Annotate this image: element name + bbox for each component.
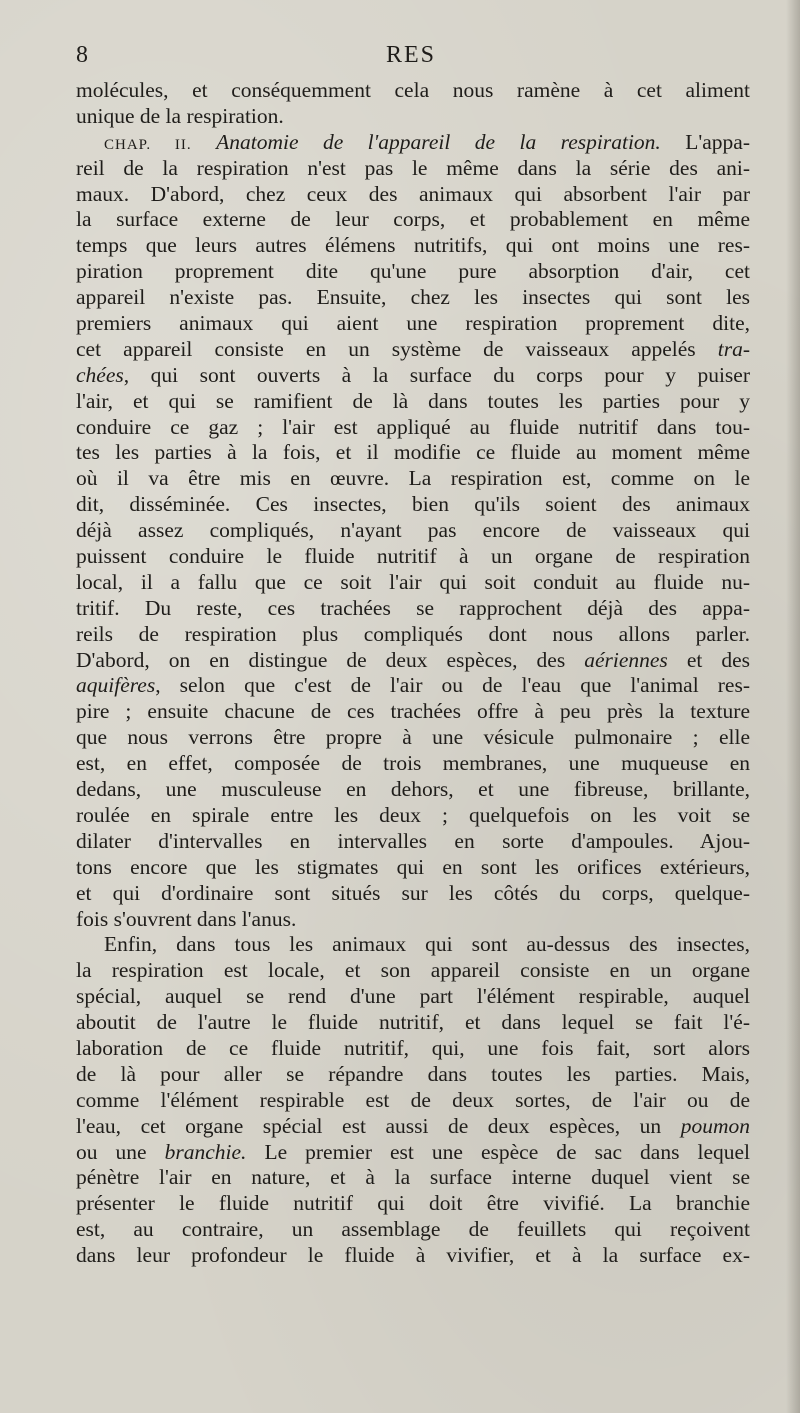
text-line: unique de la respiration. xyxy=(76,103,284,128)
text-line: de là pour aller se répandre dans toutes les parties. Mais, xyxy=(76,1061,750,1086)
text-line: local, il a fallu que ce soit l'air qui soit conduit au fluide nu- xyxy=(76,569,750,594)
text-line: appareil n'existe pas. Ensuite, chez les insectes qui sont les xyxy=(76,285,750,310)
page-number: 8 xyxy=(76,42,88,68)
text-line: roulée en spirale entre les deux ; quelquefois on les voit se xyxy=(76,802,750,827)
text-line: reil de la respiration n'est pas le même dans la série des ani- xyxy=(76,155,750,180)
chapter-title: Anatomie de l'appareil de la respiration. xyxy=(216,129,661,154)
text-line: ou une branchie. Le premier est une espèce de sac dans lequel xyxy=(76,1139,750,1164)
paragraph-start-line: Enfin, dans tous les animaux qui sont au-dessus des insectes, xyxy=(104,932,750,957)
text-line: dit, disséminée. Ces insectes, bien qu'ils soient des animaux xyxy=(76,492,750,517)
text-line: conduire ce gaz ; l'air est appliqué au fluide nutritif dans tou- xyxy=(76,414,750,439)
text-line: pire ; ensuite chacune de ces trachées offre à peu près la texture xyxy=(76,699,750,724)
text-line: premiers animaux qui aient une respiration proprement dite, xyxy=(76,311,750,336)
italic-term: aquifères xyxy=(76,673,156,698)
text-line: est, au contraire, un assemblage de feuillets qui reçoivent xyxy=(76,1217,750,1242)
text-line: l'eau, cet organe spécial est aussi de deux espèces, un poumon xyxy=(76,1113,750,1138)
page-edge-shadow xyxy=(786,0,800,1413)
text-line: reils de respiration plus compliqués dont nous allons parler. xyxy=(76,621,750,646)
text-line: laboration de ce fluide nutritif, qui, une fois fait, sort alors xyxy=(76,1035,750,1060)
text-line: puissent conduire le fluide nutritif à un organe de respiration xyxy=(76,544,750,569)
text-line: molécules, et conséquemment cela nous ramène à cet aliment xyxy=(76,78,750,102)
chapter-label: CHAP. II. xyxy=(104,136,192,153)
text-line: dans leur profondeur le fluide à vivifier, et à la surface ex- xyxy=(76,1243,750,1268)
text-line: la surface externe de leur corps, et probablement en même xyxy=(76,207,750,232)
text-line: présenter le fluide nutritif qui doit être vivifié. La branchie xyxy=(76,1191,750,1216)
text-line: spécial, auquel se rend d'une part l'élément respirable, auquel xyxy=(76,984,750,1009)
text-line: déjà assez compliqués, n'ayant pas encore de vaisseaux qui xyxy=(76,518,750,543)
text-line: la respiration est locale, et son appareil consiste en un organe xyxy=(76,958,750,983)
text-line: que nous verrons être propre à une vésicule pulmonaire ; elle xyxy=(76,725,750,750)
text-line: chées, qui sont ouverts à la surface du corps pour y puiser xyxy=(76,362,750,387)
body-text xyxy=(76,78,750,1269)
italic-term: chées xyxy=(76,362,124,387)
text-line: tes les parties à la fois, et il modifie ce fluide au moment même xyxy=(76,440,750,465)
text-line: où il va être mis en œuvre. La respiration est, comme on le xyxy=(76,466,750,491)
text-line: l'air, et qui se ramifient de là dans toutes les parties pour y xyxy=(76,388,750,413)
italic-term: branchie. xyxy=(164,1139,247,1164)
text-line: pénètre l'air en nature, et à la surface interne duquel vient se xyxy=(76,1165,750,1190)
italic-term: poumon xyxy=(680,1113,750,1138)
italic-term: aériennes xyxy=(584,647,668,672)
text-line: cet appareil consiste en un système de vaisseaux appelés tra- xyxy=(76,336,750,361)
text-line: temps que leurs autres élémens nutritifs, qui ont moins une res- xyxy=(76,233,750,258)
text-line: fois s'ouvrent dans l'anus. xyxy=(76,906,297,931)
text-line: et qui d'ordinaire sont situés sur les côtés du corps, quelque- xyxy=(76,880,750,905)
text-line: maux. D'abord, chez ceux des animaux qui absorbent l'air par xyxy=(76,181,750,206)
text-line: dilater d'intervalles en intervalles en sorte d'ampoules. Ajou- xyxy=(76,828,750,853)
page-header xyxy=(76,42,746,78)
text-line: dedans, une musculeuse en dehors, et une fibreuse, brillante, xyxy=(76,777,750,802)
running-head: RES xyxy=(385,42,436,68)
text-line: comme l'élément respirable est de deux sortes, de l'air ou de xyxy=(76,1087,750,1112)
text-line: piration proprement dite qu'une pure absorption d'air, cet xyxy=(76,259,750,284)
text-line: tritif. Du reste, ces trachées se rapprochent déjà des appa- xyxy=(76,595,750,620)
text-line: D'abord, on en distingue de deux espèces, des aériennes et des xyxy=(76,647,750,672)
text-line: tons encore que les stigmates qui en sont les orifices extérieurs, xyxy=(76,854,750,879)
chapter-heading-line: CHAP. II. Anatomie de l'appareil de la respiration. L'appa- xyxy=(104,129,750,154)
text-line: aboutit de l'autre le fluide nutritif, et dans lequel se fait l'é- xyxy=(76,1010,750,1035)
italic-term: tra- xyxy=(717,336,750,361)
text-line: est, en effet, composée de trois membranes, une muqueuse en xyxy=(76,751,750,776)
text-line: aquifères, selon que c'est de l'air ou de l'eau que l'animal res- xyxy=(76,673,750,698)
